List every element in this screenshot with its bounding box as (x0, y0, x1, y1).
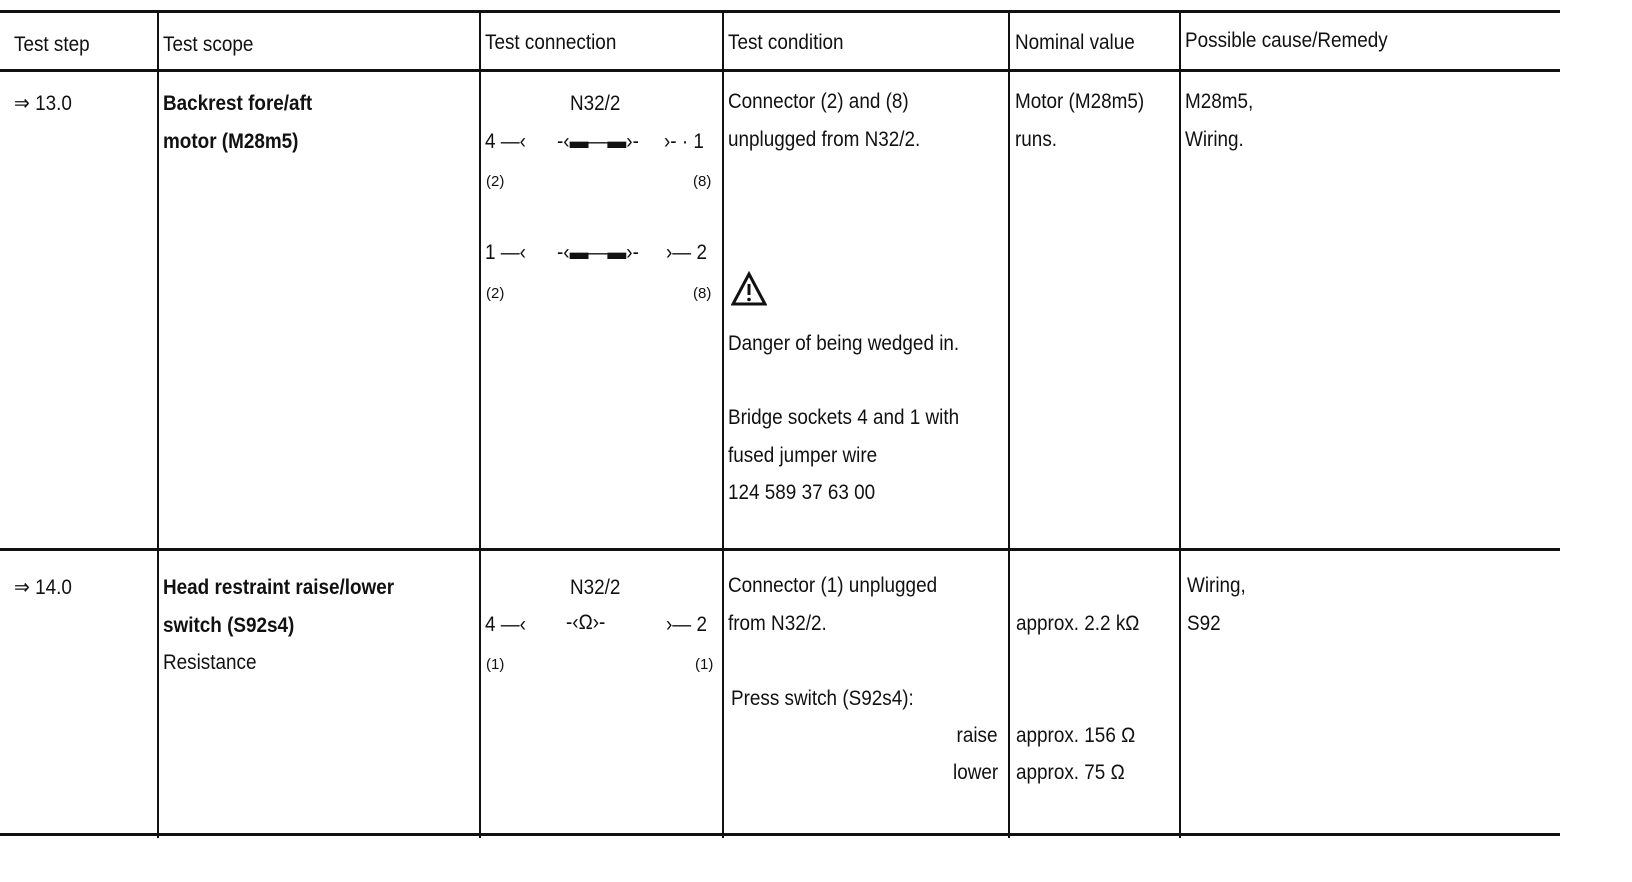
header-bottom-rule (0, 69, 1560, 72)
condition-13-line1: Connector (2) and (8) (728, 90, 909, 113)
connection-13-b-right-sub: (8) (693, 285, 712, 302)
column-divider (1008, 12, 1010, 838)
test-step-13: ⇒ 13.0 (14, 92, 72, 115)
condition-13-bridge-line1: Bridge sockets 4 and 1 with (728, 406, 960, 429)
connection-13-a-right: ›- · 1 (664, 130, 704, 153)
condition-14-line1: Connector (1) unplugged (728, 574, 938, 597)
table-bottom-rule (0, 833, 1560, 836)
connection-14-a-right-sub: (1) (695, 656, 714, 673)
condition-14-lower: lower (952, 761, 998, 784)
column-divider (1179, 12, 1181, 838)
scope-14-line3: Resistance (163, 651, 257, 674)
scope-14-line1: Head restraint raise/lower (163, 576, 395, 599)
column-divider (157, 12, 159, 838)
table-top-rule (0, 10, 1560, 13)
header-test-step: Test step (14, 33, 90, 56)
test-step-14: ⇒ 14.0 (14, 576, 72, 599)
connection-13-a-right-sub: (8) (693, 173, 712, 190)
connection-13-module: N32/2 (570, 92, 621, 115)
connection-14-a-left-sub: (1) (486, 656, 505, 673)
scope-13-line2: motor (M28m5) (163, 130, 299, 153)
scope-13-line1: Backrest fore/aft (163, 92, 313, 115)
scope-14-line2: switch (S92s4) (163, 614, 295, 637)
cause-13-line1: M28m5, (1185, 90, 1254, 113)
cause-14-line2: S92 (1187, 612, 1221, 635)
header-test-condition: Test condition (728, 31, 844, 54)
nominal-14-lower: approx. 75 Ω (1016, 761, 1125, 784)
connection-13-a-left: 4 —‹ (485, 130, 526, 153)
connection-13-a-left-sub: (2) (486, 173, 505, 190)
cause-13-line2: Wiring. (1185, 128, 1244, 151)
connection-14-a-left: 4 —‹ (485, 613, 526, 636)
nominal-13-line1: Motor (M28m5) (1015, 90, 1145, 113)
column-divider (722, 12, 724, 838)
header-nominal-value: Nominal value (1015, 31, 1135, 54)
condition-13-warning: Danger of being wedged in. (728, 332, 960, 355)
ohmmeter-icon: -‹Ω›- (566, 611, 606, 634)
nominal-13-line2: runs. (1015, 128, 1058, 151)
row-divider-rule (0, 548, 1560, 551)
cause-14-line1: Wiring, (1187, 574, 1246, 597)
nominal-14-main: approx. 2.2 kΩ (1016, 612, 1140, 635)
header-test-connection: Test connection (485, 31, 617, 54)
header-possible-cause: Possible cause/Remedy (1185, 29, 1388, 52)
connection-13-b-left: 1 —‹ (485, 241, 526, 264)
condition-13-bridge-line3: 124 589 37 63 00 (728, 481, 876, 504)
condition-14-press: Press switch (S92s4): (731, 687, 914, 710)
condition-13-line2: unplugged from N32/2. (728, 128, 921, 151)
header-test-scope: Test scope (163, 33, 254, 56)
warning-triangle-icon (731, 271, 767, 307)
nominal-14-raise: approx. 156 Ω (1016, 724, 1136, 747)
connection-14-module: N32/2 (570, 576, 621, 599)
column-divider (479, 12, 481, 838)
connection-13-a-mid: -‹▬—▬›- (557, 130, 639, 153)
condition-14-raise: raise (957, 724, 998, 747)
condition-14-line2: from N32/2. (728, 612, 827, 635)
connection-14-a-right: ›— 2 (666, 613, 707, 636)
connection-13-b-right: ›— 2 (666, 241, 707, 264)
connection-13-b-mid: -‹▬—▬›- (557, 241, 639, 264)
condition-13-bridge-line2: fused jumper wire (728, 444, 878, 467)
connection-13-b-left-sub: (2) (486, 285, 505, 302)
